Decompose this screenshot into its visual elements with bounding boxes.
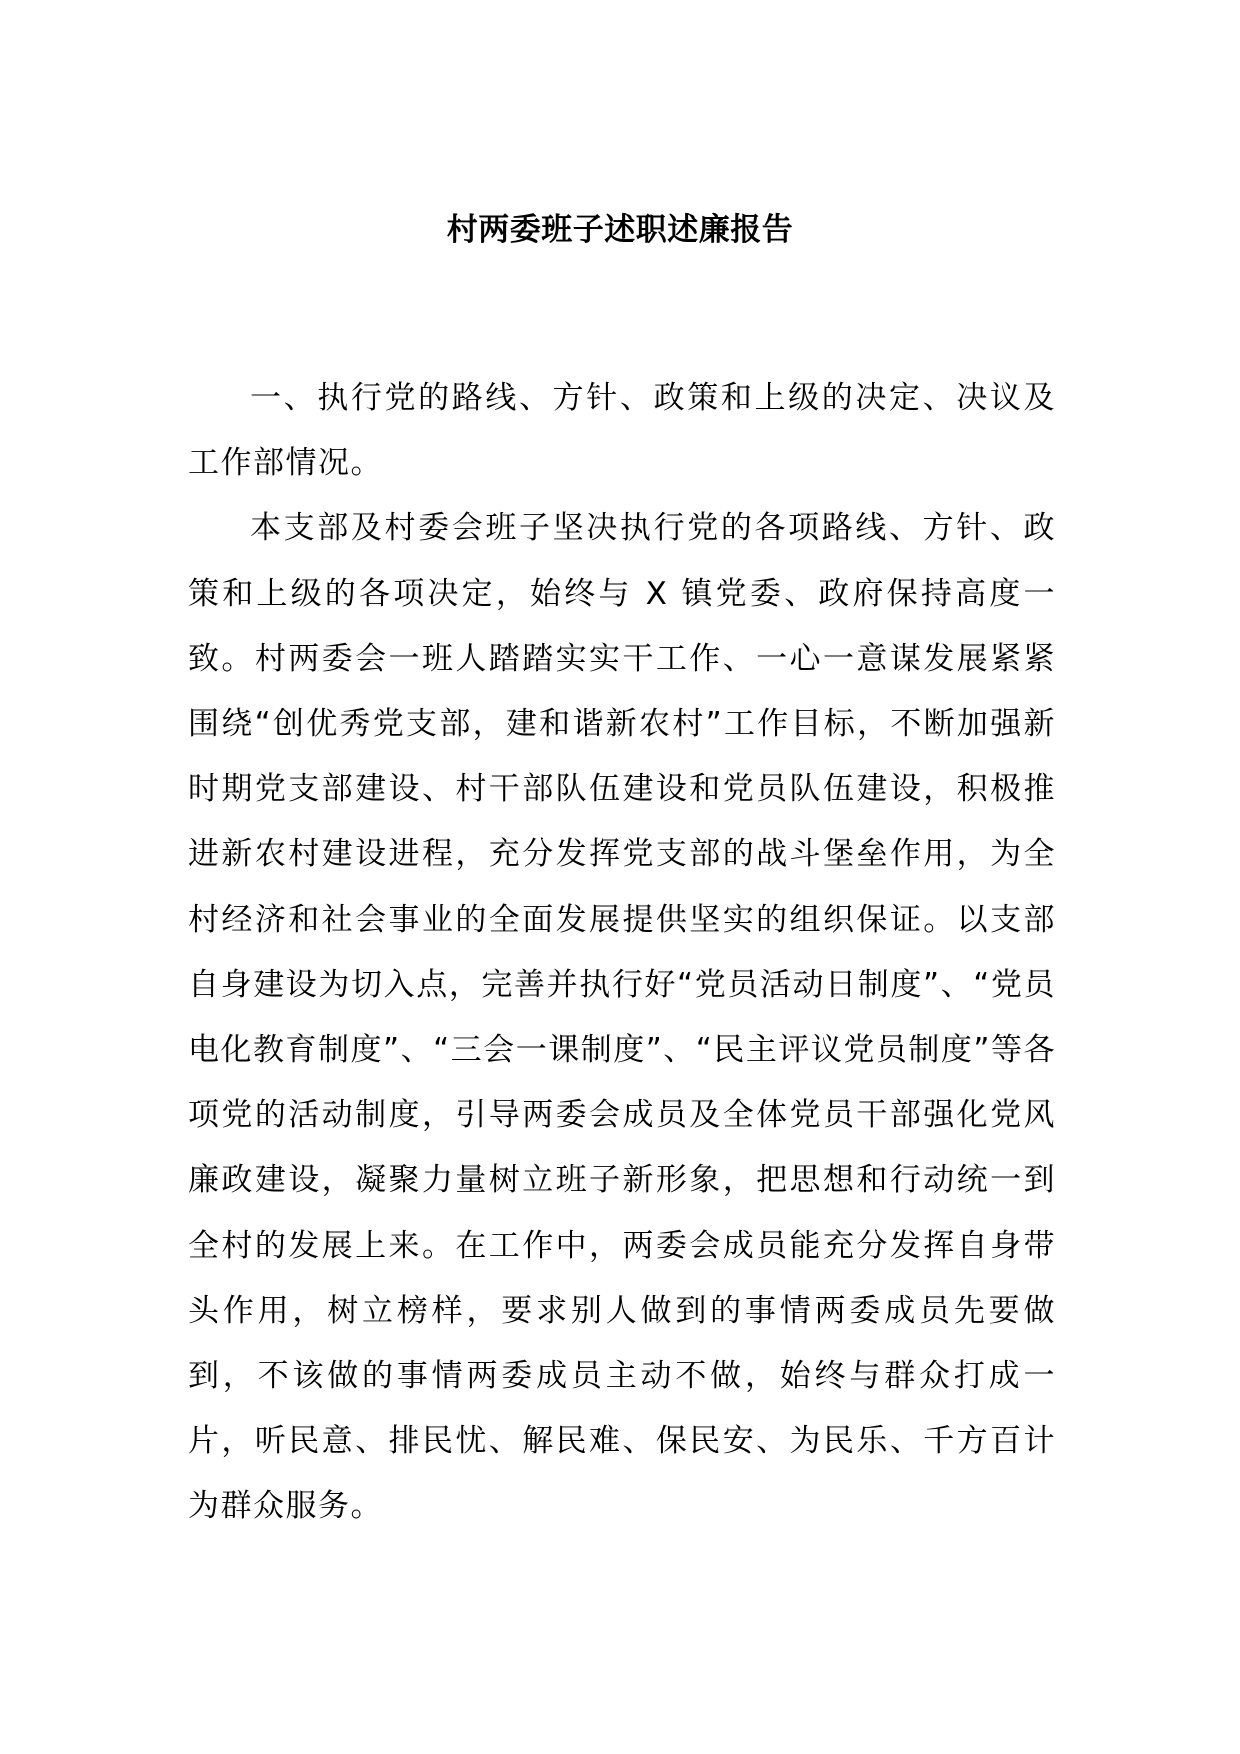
body-paragraph: 本支部及村委会班子坚决执行党的各项路线、方针、政策和上级的各项决定，始终与 X 镇党委、政府保持高度一致。村两委会一班人踏踏实实干工作、一心一意谋发展紧紧围绕“创优秀党支部，建和谐新农村”工作目标，不断加强新时期党支部建设、村干部队伍建设和党员队伍建设，积极推进新农村建设进程，充分发挥党支部的战斗堡垒作用，为全村经济和社会事业的全面发展提供坚实的组织保证。以支部自身建设为切入点，完善并执行好“党员活动日制度”、“党员电化教育制度”、“三会一课制度”、“民主评议党员制度”等各项党的活动制度，引导两委会成员及全体党员干部强化党风廉政建设，凝聚力量树立班子新形象，把思想和行动统一到全村的发展上来。在工作中，两委会成员能充分发挥自身带头作用，树立榜样，要求别人做到的事情两委成员先要做到，不该做的事情两委成员主动不做，始终与群众打成一片，听民意、排民忧、解民难、保民安、为民乐、千方百计为群众服务。 <box>188 510 1056 1525</box>
section-heading-paragraph: 一、执行党的路线、方针、政策和上级的决定、决议及工作部情况。 <box>188 380 1056 482</box>
document-title: 村两委班子述职述廉报告 <box>446 212 794 248</box>
document-body <box>188 366 1056 1540</box>
